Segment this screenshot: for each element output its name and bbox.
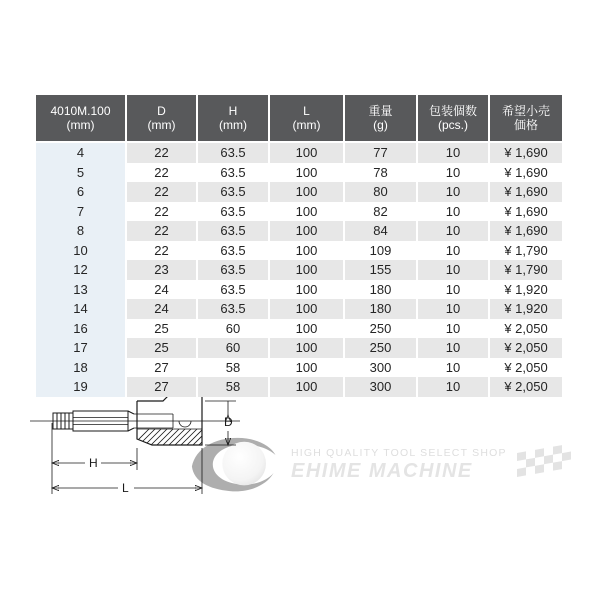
spec-cell: ¥ 1,690 (490, 143, 562, 163)
spec-cell: 63.5 (198, 260, 270, 280)
spec-row (36, 182, 562, 202)
spec-cell: 100 (270, 163, 345, 183)
spec-cell: ¥ 1,920 (490, 299, 562, 319)
spec-cell: 23 (127, 260, 198, 280)
header-model-line2: (mm) (66, 118, 95, 132)
header-d (127, 95, 198, 143)
spec-cell: ¥ 2,050 (490, 358, 562, 378)
spec-cell: ¥ 1,790 (490, 241, 562, 261)
header-l-line2: (mm) (292, 118, 321, 132)
spec-cell: 12 (36, 260, 127, 280)
spec-table-body (36, 143, 562, 397)
spec-cell: 58 (198, 377, 270, 397)
spec-cell: 100 (270, 241, 345, 261)
watermark-brand: EHIME MACHINE (291, 459, 473, 482)
header-h-line1: H (228, 104, 238, 118)
spec-cell: ¥ 2,050 (490, 377, 562, 397)
spec-cell: 27 (127, 358, 198, 378)
spec-cell: 25 (127, 338, 198, 358)
spec-cell: 100 (270, 299, 345, 319)
spec-cell: 10 (418, 338, 490, 358)
spec-row (36, 338, 562, 358)
spec-cell: 63.5 (198, 221, 270, 241)
spec-cell: ¥ 2,050 (490, 319, 562, 339)
spec-cell: 22 (127, 241, 198, 261)
spec-cell: 18 (36, 358, 127, 378)
spec-cell: 250 (345, 319, 418, 339)
spec-row (36, 299, 562, 319)
spec-table (36, 95, 562, 397)
spec-cell: 22 (127, 163, 198, 183)
watermark-tagline: HIGH QUALITY TOOL SELECT SHOP (291, 446, 507, 459)
spec-cell: 10 (418, 182, 490, 202)
spec-cell: 10 (418, 319, 490, 339)
spec-cell: 10 (418, 221, 490, 241)
spec-cell: 14 (36, 299, 127, 319)
spec-cell: 63.5 (198, 143, 270, 163)
spec-cell: 78 (345, 163, 418, 183)
spec-cell: 10 (36, 241, 127, 261)
spec-cell: 180 (345, 280, 418, 300)
spec-cell: 63.5 (198, 299, 270, 319)
spec-cell: 155 (345, 260, 418, 280)
spec-cell: 100 (270, 358, 345, 378)
spec-cell: 100 (270, 319, 345, 339)
header-retail-price-line1: 希望小売 (501, 104, 550, 118)
spec-cell: 100 (270, 280, 345, 300)
spec-row (36, 377, 562, 397)
detent-ball (179, 421, 191, 427)
section-hatching (129, 427, 217, 449)
header-pack-qty (418, 95, 490, 143)
spec-cell: ¥ 1,920 (490, 280, 562, 300)
header-pack-qty-line1: 包装個数 (428, 104, 477, 118)
spec-cell: 10 (418, 163, 490, 183)
spec-row (36, 260, 562, 280)
spec-cell: 17 (36, 338, 127, 358)
header-h (198, 95, 270, 143)
header-retail-price (490, 95, 562, 143)
spec-cell: ¥ 1,690 (490, 202, 562, 222)
header-weight-line1: 重量 (368, 104, 393, 118)
header-weight (345, 95, 418, 143)
dim-label-l: L (122, 481, 129, 495)
header-model (36, 95, 127, 143)
spec-cell: 10 (418, 202, 490, 222)
spec-cell: 100 (270, 143, 345, 163)
spec-cell: 100 (270, 221, 345, 241)
spec-cell: 60 (198, 319, 270, 339)
spec-cell: 8 (36, 221, 127, 241)
spec-cell: 100 (270, 202, 345, 222)
header-l-line1: L (303, 104, 310, 118)
dim-label-h: H (89, 456, 98, 470)
spec-cell: 63.5 (198, 202, 270, 222)
spec-cell: 60 (198, 338, 270, 358)
spec-cell: 22 (127, 221, 198, 241)
spec-cell: 300 (345, 358, 418, 378)
checkered-flag-icon (517, 445, 573, 485)
spec-cell: ¥ 1,690 (490, 182, 562, 202)
spec-cell: 180 (345, 299, 418, 319)
header-d-line2: (mm) (147, 118, 176, 132)
spec-table-header (36, 95, 562, 143)
dim-label-d: D (224, 415, 233, 429)
header-retail-price-line2: 価格 (513, 118, 538, 132)
spec-cell: 300 (345, 377, 418, 397)
spec-cell: 80 (345, 182, 418, 202)
spec-row (36, 358, 562, 378)
spec-cell: ¥ 1,690 (490, 221, 562, 241)
spec-cell: 25 (127, 319, 198, 339)
header-h-line2: (mm) (219, 118, 247, 132)
spec-cell: 10 (418, 358, 490, 378)
spec-cell: 63.5 (198, 241, 270, 261)
spec-cell: 22 (127, 202, 198, 222)
spec-cell: 4 (36, 143, 127, 163)
spec-row (36, 143, 562, 163)
header-pack-qty-line2: (pcs.) (438, 118, 468, 132)
spec-cell: ¥ 1,690 (490, 163, 562, 183)
spec-cell: ¥ 1,790 (490, 260, 562, 280)
spec-cell: 63.5 (198, 182, 270, 202)
spec-cell: 16 (36, 319, 127, 339)
socket-technical-drawing (25, 393, 255, 507)
header-model-line1: 4010M.100 (50, 104, 111, 118)
spec-cell: 100 (270, 260, 345, 280)
spec-cell: 19 (36, 377, 127, 397)
spec-cell: 5 (36, 163, 127, 183)
spec-cell: 10 (418, 260, 490, 280)
spec-cell: 250 (345, 338, 418, 358)
spec-cell: 6 (36, 182, 127, 202)
spec-cell: 10 (418, 377, 490, 397)
spec-cell: 77 (345, 143, 418, 163)
spec-cell: 13 (36, 280, 127, 300)
spec-row (36, 241, 562, 261)
watermark-text-block (291, 447, 507, 483)
spec-cell: 100 (270, 338, 345, 358)
spec-cell: 24 (127, 280, 198, 300)
spec-cell: 10 (418, 143, 490, 163)
spec-cell: 10 (418, 280, 490, 300)
spec-cell: 22 (127, 143, 198, 163)
spec-cell: 63.5 (198, 163, 270, 183)
spec-cell: 10 (418, 241, 490, 261)
spec-cell: 58 (198, 358, 270, 378)
spec-cell: ¥ 2,050 (490, 338, 562, 358)
spec-row (36, 163, 562, 183)
spec-cell: 109 (345, 241, 418, 261)
spec-cell: 84 (345, 221, 418, 241)
spec-cell: 22 (127, 182, 198, 202)
spec-cell: 27 (127, 377, 198, 397)
spec-cell: 10 (418, 299, 490, 319)
spec-cell: 82 (345, 202, 418, 222)
spec-row (36, 221, 562, 241)
spec-cell: 100 (270, 182, 345, 202)
spec-row (36, 280, 562, 300)
header-d-line1: D (157, 104, 166, 118)
spec-row (36, 202, 562, 222)
spec-cell: 63.5 (198, 280, 270, 300)
spec-cell: 24 (127, 299, 198, 319)
spec-cell: 7 (36, 202, 127, 222)
spec-row (36, 319, 562, 339)
spec-cell: 100 (270, 377, 345, 397)
header-l (270, 95, 345, 143)
header-weight-line2: (g) (373, 118, 388, 132)
